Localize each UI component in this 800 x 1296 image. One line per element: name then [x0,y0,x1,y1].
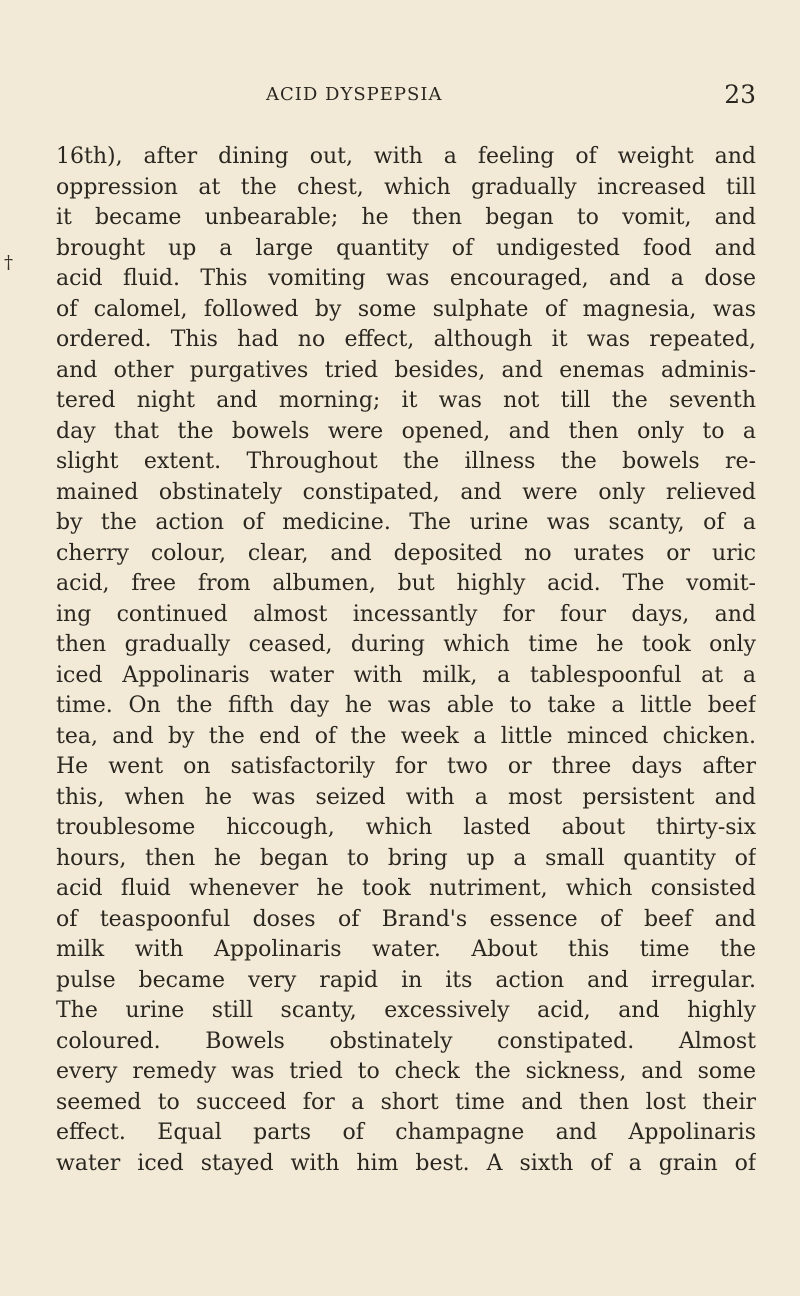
text-line: day that the bowels were opened, and then only to a [56,418,756,444]
running-title: ACID DYSPEPSIA [266,84,443,105]
text-line: it became unbearable; he then began to vomit, and [56,205,756,230]
text-line: hours, then he began to bring up a small quantity of [56,845,756,871]
text-line: The urine still scanty, excessively acid, and highly [56,998,756,1023]
running-header [56,80,756,114]
text-line: pulse became very rapid in its action and irregular. [56,967,756,993]
margin-mark-icon: † [4,252,13,273]
text-line: acid fluid. This vomiting was encouraged, and a dose [56,266,756,291]
text-line: effect. Equal parts of champagne and Appolinaris [56,1120,756,1145]
text-line: troublesome hiccough, which lasted about thirty-six [56,815,756,840]
text-line: ing continued almost incessantly for four days, and [56,601,756,627]
text-line: water iced stayed with him best. A sixth of a grain of [56,1150,756,1176]
text-line: 16th), after dining out, with a feeling of weight and [56,144,756,169]
text-line: mained obstinately constipated, and were only relieved [56,479,756,505]
text-line: tered night and morning; it was not till the seventh [56,388,756,413]
text-line: time. On the fifth day he was able to take a little beef [56,693,756,718]
text-line: He went on satisfactorily for two or three days after [56,754,756,779]
text-line: slight extent. Throughout the illness the bowels re- [56,449,756,474]
text-line: then gradually ceased, during which time he took only [56,632,756,657]
text-line: ordered. This had no effect, although it was repeated, [56,327,756,352]
text-line: seemed to succeed for a short time and then lost their [56,1089,756,1115]
text-line: brought up a large quantity of undigested food and [56,235,756,261]
text-line: iced Appolinaris water with milk, a tablespoonful at a [56,662,756,688]
text-line: and other purgatives tried besides, and enemas adminis- [56,357,756,383]
text-line: by the action of medicine. The urine was scanty, of a [56,510,756,535]
text-line: acid fluid whenever he took nutriment, which consisted [56,876,756,901]
text-line: of teaspoonful doses of Brand's essence of beef and [56,906,756,932]
text-line: of calomel, followed by some sulphate of magnesia, was [56,296,756,322]
text-line: acid, free from albumen, but highly acid. The vomit- [56,571,756,596]
text-line: tea, and by the end of the week a little minced chicken. [56,723,756,749]
text-line: this, when he was seized with a most persistent and [56,784,756,810]
text-line: coloured. Bowels obstinately constipated. Almost [56,1028,756,1054]
text-line: every remedy was tried to check the sickness, and some [56,1059,756,1084]
text-line: milk with Appolinaris water. About this time the [56,937,756,962]
text-line: cherry colour, clear, and deposited no urates or uric [56,540,756,566]
text-line: oppression at the chest, which gradually increased till [56,174,756,200]
page-number: 23 [724,80,756,109]
body-text [56,142,756,1179]
